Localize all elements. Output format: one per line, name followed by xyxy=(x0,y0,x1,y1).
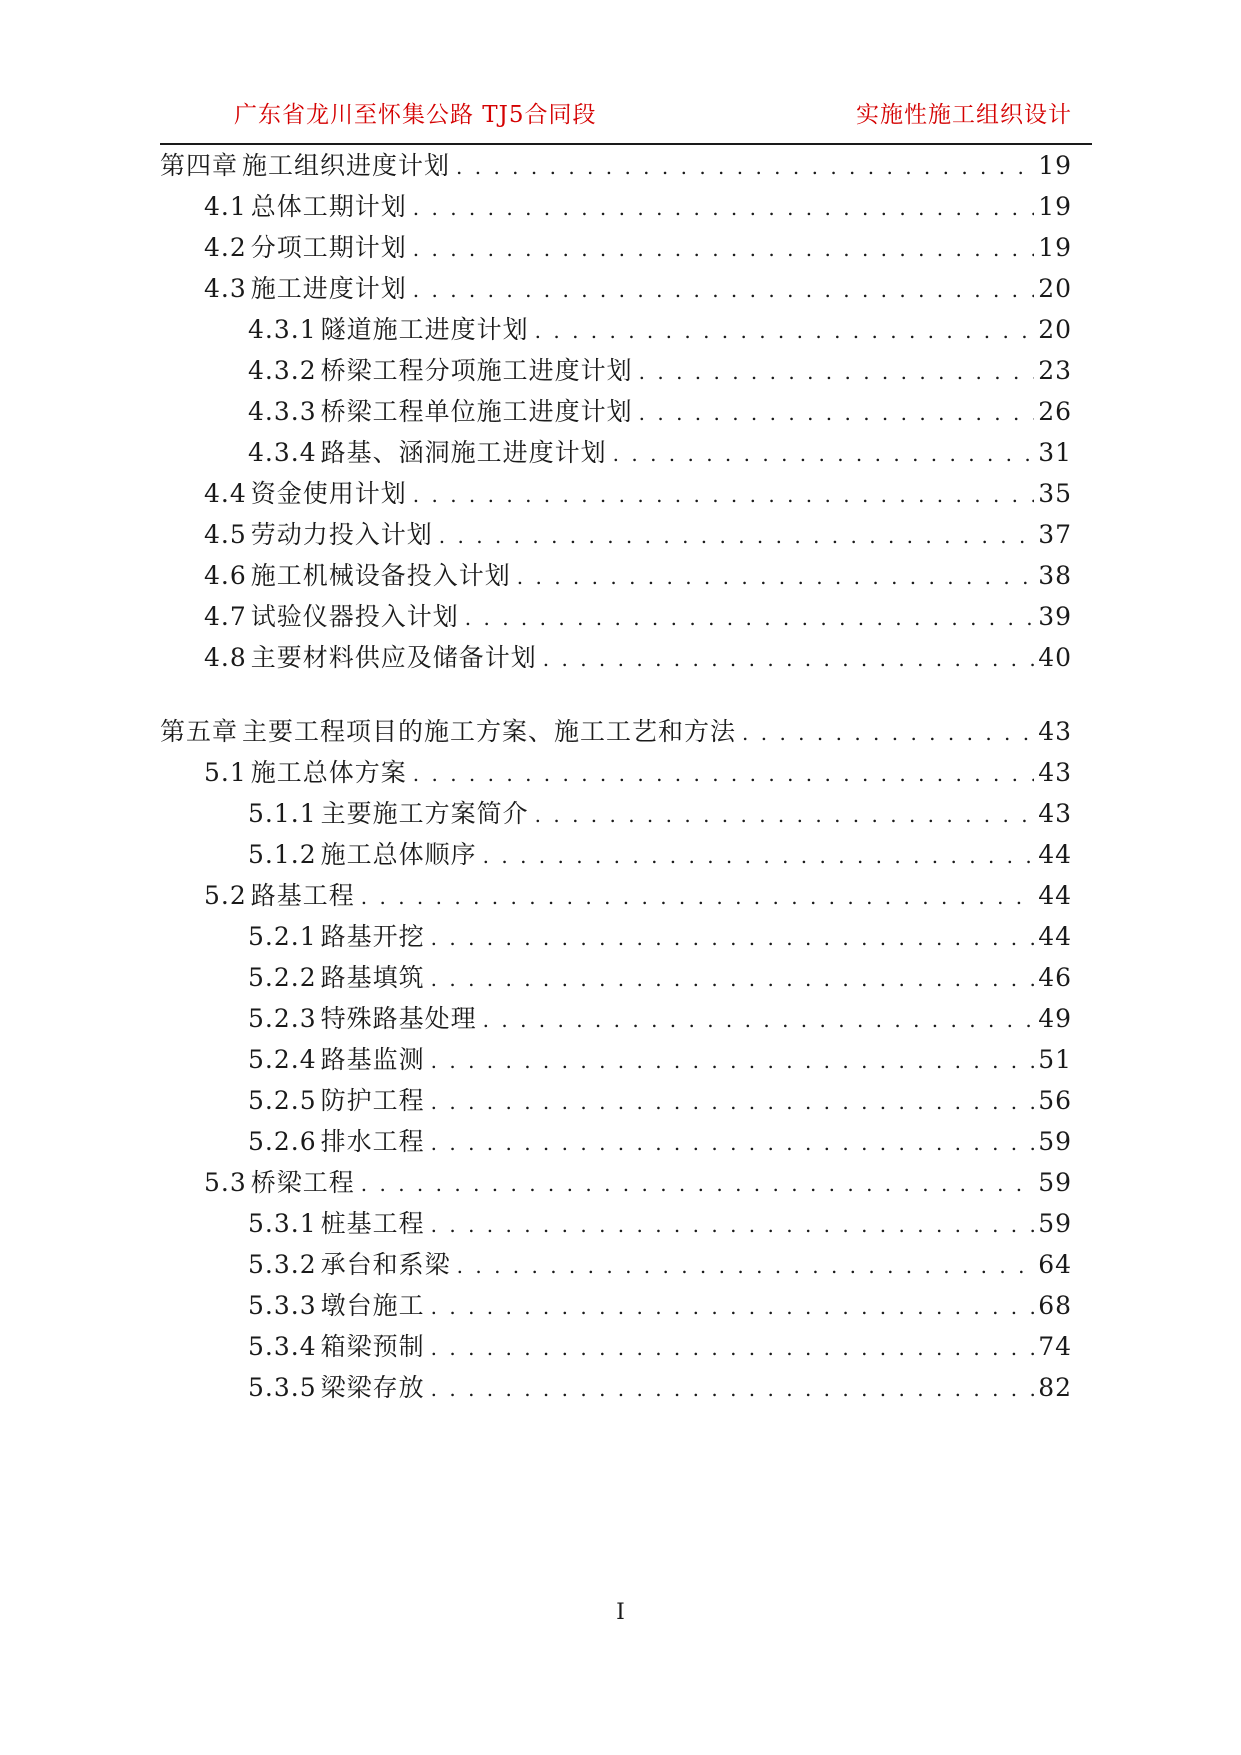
toc-leader-dots xyxy=(517,565,1034,589)
toc-leader-dots xyxy=(639,360,1035,384)
toc-leader-dots xyxy=(431,1213,1035,1237)
toc-leader-dots xyxy=(361,885,1034,909)
toc-entry[interactable] xyxy=(160,753,1072,793)
toc-entry[interactable] xyxy=(160,917,1072,957)
toc-entry[interactable] xyxy=(160,1245,1072,1285)
toc-entry-number: 4.8 xyxy=(204,643,247,672)
toc-entry-page: 44 xyxy=(1038,922,1072,951)
toc-entry-page: 20 xyxy=(1038,274,1072,303)
toc-entry-title: 排水工程 xyxy=(320,1127,425,1156)
toc-entry-number: 5.2.5 xyxy=(248,1086,317,1115)
page-number: I xyxy=(616,1600,625,1625)
toc-entry[interactable] xyxy=(160,351,1072,391)
toc-entry-number: 5.2.1 xyxy=(248,922,317,951)
toc-entry-number: 第四章 xyxy=(160,151,239,180)
toc-entry-title: 路基开挖 xyxy=(320,922,425,951)
toc-entry-page: 19 xyxy=(1038,233,1072,262)
toc-entry-title: 主要材料供应及储备计划 xyxy=(250,643,537,672)
toc-entry-number: 5.1.1 xyxy=(248,799,317,828)
toc-leader-dots xyxy=(431,1295,1035,1319)
toc-leader-dots xyxy=(431,1090,1035,1114)
toc-entry-title: 路基、涵洞施工进度计划 xyxy=(320,438,607,467)
toc-entry[interactable] xyxy=(160,1040,1072,1080)
toc-entry-number: 5.1 xyxy=(204,758,247,787)
toc-entry-page: 43 xyxy=(1038,758,1072,787)
toc-leader-dots xyxy=(535,803,1035,827)
header-document-title: 实施性施工组织设计 xyxy=(856,102,1072,128)
toc-entry-title: 隧道施工进度计划 xyxy=(320,315,529,344)
toc-entry[interactable] xyxy=(160,269,1072,309)
toc-leader-dots xyxy=(431,1377,1035,1401)
toc-entry-number: 5.3.2 xyxy=(248,1250,317,1279)
toc-leader-dots xyxy=(543,647,1034,671)
toc-entry[interactable] xyxy=(160,392,1072,432)
toc-entry[interactable] xyxy=(160,712,1072,752)
toc-leader-dots xyxy=(483,1008,1035,1032)
toc-leader-dots xyxy=(413,196,1034,220)
toc-entry-number: 5.2 xyxy=(204,881,247,910)
toc-entry-page: 19 xyxy=(1038,151,1072,180)
toc-entry-title: 施工进度计划 xyxy=(250,274,407,303)
toc-entry-title: 桥梁工程单位施工进度计划 xyxy=(320,397,633,426)
toc-entry-number: 4.2 xyxy=(204,233,247,262)
toc-entry-number: 5.1.2 xyxy=(248,840,317,869)
toc-leader-dots xyxy=(431,1131,1035,1155)
toc-entry-title: 承台和系梁 xyxy=(320,1250,451,1279)
toc-entry[interactable] xyxy=(160,1204,1072,1244)
toc-entry[interactable] xyxy=(160,433,1072,473)
toc-entry-number: 5.3.1 xyxy=(248,1209,317,1238)
toc-entry-number: 4.4 xyxy=(204,479,247,508)
toc-entry[interactable] xyxy=(160,1163,1072,1203)
toc-entry-page: 38 xyxy=(1038,561,1072,590)
toc-entry-page: 26 xyxy=(1038,397,1072,426)
toc-entry[interactable] xyxy=(160,1122,1072,1162)
toc-entry-number: 第五章 xyxy=(160,717,239,746)
toc-entry-page: 37 xyxy=(1038,520,1072,549)
toc-leader-dots xyxy=(361,1172,1034,1196)
toc-leader-dots xyxy=(431,926,1035,950)
toc-entry[interactable] xyxy=(160,1368,1072,1408)
toc-entry-title: 劳动力投入计划 xyxy=(250,520,433,549)
toc-entry-page: 51 xyxy=(1038,1045,1072,1074)
toc-entry-number: 4.5 xyxy=(204,520,247,549)
toc-entry-page: 74 xyxy=(1038,1332,1072,1361)
toc-entry[interactable] xyxy=(160,1286,1072,1326)
toc-entry-page: 43 xyxy=(1038,799,1072,828)
toc-leader-dots xyxy=(457,1254,1035,1278)
toc-entry-page: 19 xyxy=(1038,192,1072,221)
toc-entry-title: 主要施工方案简介 xyxy=(320,799,529,828)
header-project-title: 广东省龙川至怀集公路 TJ5合同段 xyxy=(234,102,597,128)
toc-entry[interactable] xyxy=(160,876,1072,916)
toc-entry[interactable] xyxy=(160,310,1072,350)
toc-entry[interactable] xyxy=(160,474,1072,514)
toc-entry-page: 56 xyxy=(1038,1086,1072,1115)
toc-entry-number: 5.3 xyxy=(204,1168,247,1197)
toc-entry-number: 5.3.5 xyxy=(248,1373,317,1402)
toc-leader-dots xyxy=(431,967,1035,991)
toc-entry-page: 40 xyxy=(1038,643,1072,672)
toc-entry-number: 4.3.3 xyxy=(248,397,317,426)
toc-entry-title: 试验仪器投入计划 xyxy=(250,602,459,631)
toc-leader-dots xyxy=(431,1336,1035,1360)
toc-entry-number: 4.3.4 xyxy=(248,438,317,467)
toc-entry-page: 20 xyxy=(1038,315,1072,344)
toc-entry-title: 路基监测 xyxy=(320,1045,425,1074)
toc-entry-title: 桩基工程 xyxy=(320,1209,425,1238)
toc-entry[interactable] xyxy=(160,1327,1072,1367)
toc-entry-page: 49 xyxy=(1038,1004,1072,1033)
toc-entry-title: 桥梁工程分项施工进度计划 xyxy=(320,356,633,385)
toc-leader-dots xyxy=(413,237,1034,261)
toc-entry[interactable] xyxy=(160,999,1072,1039)
toc-entry-title: 路基工程 xyxy=(250,881,355,910)
toc-entry-title: 总体工期计划 xyxy=(250,192,407,221)
toc-leader-dots xyxy=(413,278,1034,302)
toc-entry-number: 5.2.3 xyxy=(248,1004,317,1033)
toc-entry-title: 施工组织进度计划 xyxy=(242,151,451,180)
toc-leader-dots xyxy=(639,401,1035,425)
toc-entry-number: 4.6 xyxy=(204,561,247,590)
table-of-contents xyxy=(160,0,1072,1600)
toc-entry-number: 5.2.6 xyxy=(248,1127,317,1156)
toc-entry-page: 35 xyxy=(1038,479,1072,508)
toc-entry[interactable] xyxy=(160,638,1072,678)
toc-leader-dots xyxy=(413,483,1034,507)
toc-entry-title: 分项工期计划 xyxy=(250,233,407,262)
toc-entry-title: 施工总体顺序 xyxy=(320,840,477,869)
toc-entry-number: 5.3.3 xyxy=(248,1291,317,1320)
toc-entry[interactable] xyxy=(160,794,1072,834)
toc-entry[interactable] xyxy=(160,146,1072,186)
toc-entry[interactable] xyxy=(160,597,1072,637)
toc-leader-dots xyxy=(613,442,1035,466)
toc-entry-number: 5.2.4 xyxy=(248,1045,317,1074)
toc-entry-page: 59 xyxy=(1038,1168,1072,1197)
toc-leader-dots xyxy=(439,524,1034,548)
toc-leader-dots xyxy=(483,844,1035,868)
toc-entry[interactable] xyxy=(160,187,1072,227)
toc-entry[interactable] xyxy=(160,556,1072,596)
toc-entry[interactable] xyxy=(160,228,1072,268)
toc-entry-title: 防护工程 xyxy=(320,1086,425,1115)
toc-leader-dots xyxy=(456,155,1034,179)
toc-entry-page: 59 xyxy=(1038,1127,1072,1156)
toc-entry-title: 主要工程项目的施工方案、施工工艺和方法 xyxy=(242,717,737,746)
toc-entry-page: 44 xyxy=(1038,840,1072,869)
toc-entry-title: 墩台施工 xyxy=(320,1291,425,1320)
toc-entry-page: 64 xyxy=(1038,1250,1072,1279)
toc-entry-number: 5.3.4 xyxy=(248,1332,317,1361)
toc-entry-page: 46 xyxy=(1038,963,1072,992)
toc-leader-dots xyxy=(431,1049,1035,1073)
toc-entry[interactable] xyxy=(160,1081,1072,1121)
toc-entry-page: 82 xyxy=(1038,1373,1072,1402)
toc-entry[interactable] xyxy=(160,958,1072,998)
toc-entry-title: 资金使用计划 xyxy=(250,479,407,508)
toc-entry-page: 31 xyxy=(1038,438,1072,467)
toc-entry-number: 4.3.2 xyxy=(248,356,317,385)
toc-entry-title: 施工总体方案 xyxy=(250,758,407,787)
toc-entry-page: 39 xyxy=(1038,602,1072,631)
toc-entry-title: 特殊路基处理 xyxy=(320,1004,477,1033)
toc-entry-title: 桥梁工程 xyxy=(250,1168,355,1197)
toc-entry-number: 5.2.2 xyxy=(248,963,317,992)
toc-entry-page: 23 xyxy=(1038,356,1072,385)
toc-leader-dots xyxy=(413,762,1034,786)
toc-entry-title: 箱梁预制 xyxy=(320,1332,425,1361)
toc-entry-number: 4.3 xyxy=(204,274,247,303)
toc-leader-dots xyxy=(465,606,1034,630)
toc-entry-title: 路基填筑 xyxy=(320,963,425,992)
toc-entry-page: 59 xyxy=(1038,1209,1072,1238)
toc-entry-page: 68 xyxy=(1038,1291,1072,1320)
toc-entry-page: 44 xyxy=(1038,881,1072,910)
toc-entry[interactable] xyxy=(160,515,1072,555)
toc-entry-number: 4.7 xyxy=(204,602,247,631)
toc-entry-page: 43 xyxy=(1038,717,1072,746)
toc-entry-title: 施工机械设备投入计划 xyxy=(250,561,511,590)
toc-leader-dots xyxy=(742,721,1034,745)
toc-entry-number: 4.1 xyxy=(204,192,247,221)
toc-entry-title: 梁梁存放 xyxy=(320,1373,425,1402)
toc-entry[interactable] xyxy=(160,835,1072,875)
toc-entry-number: 4.3.1 xyxy=(248,315,317,344)
toc-leader-dots xyxy=(535,319,1035,343)
